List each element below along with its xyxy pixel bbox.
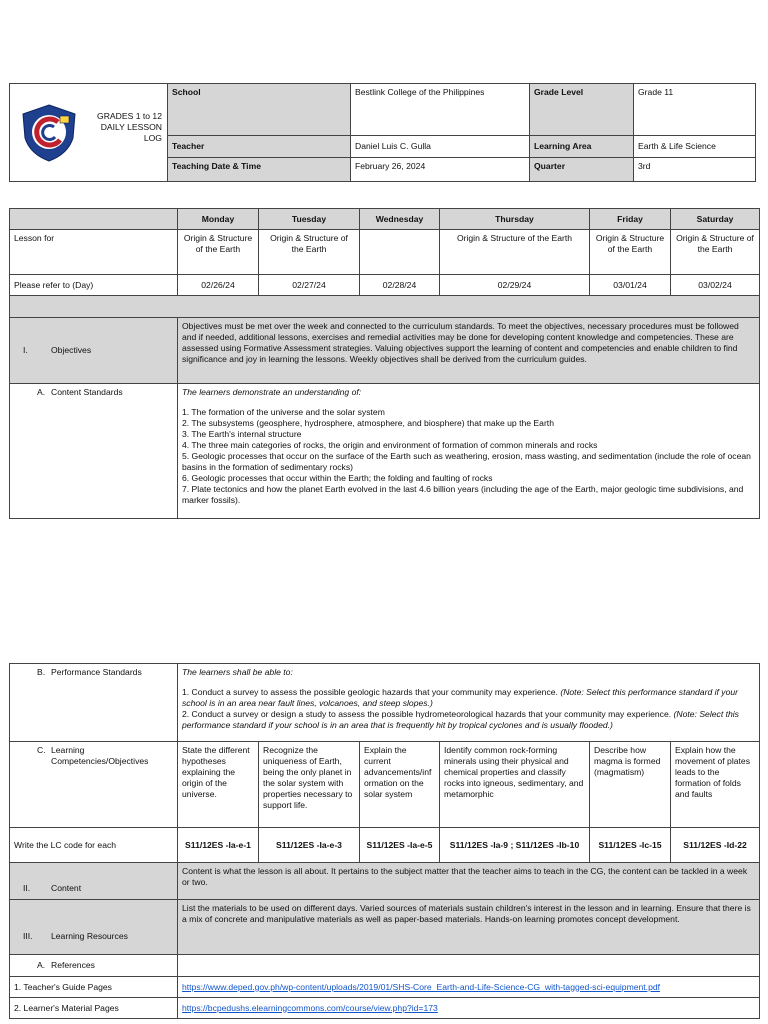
competency-friday: Describe how magma is formed (magmatism) <box>590 742 671 828</box>
learners-material-link[interactable]: https://bcpedushs.elearningcommons.com/course/view.php?id=173 <box>182 1002 438 1013</box>
content-label-cell <box>10 863 178 900</box>
content-number: II. <box>23 883 31 893</box>
content-standard-item: 3. The Earth's internal structure <box>182 429 302 439</box>
references-letter: A. <box>37 960 46 970</box>
logo-cell <box>10 84 168 182</box>
lesson-for-monday: Origin & Structure of the Earth <box>178 230 259 275</box>
lc-code-friday: S11/12ES -Ic-15 <box>590 828 671 863</box>
objectives-text: Objectives must be met over the week and connected to the curriculum standards. To meet the objectives, necessary procedures must be followed and if needed, additional lessons, exercises and remedial activities may be done for developing content knowledge and competencies. These are assessed using Formative Assessment strategies. Valuing objectives support the learning of content and competencies and enable children to find significance and joy in learning the lessons. Weekly objectives shall be derived from the curriculum guides. <box>178 318 760 384</box>
quarter-label: Quarter <box>530 158 634 182</box>
learning-resources-label-cell <box>10 900 178 955</box>
lc-code-tuesday: S11/12ES -Ia-e-3 <box>259 828 360 863</box>
teacher-label: Teacher <box>168 136 351 158</box>
content-standards-label-cell <box>10 384 178 519</box>
lesson-for-tuesday: Origin & Structure of the Earth <box>259 230 360 275</box>
content-standard-item: 1. The formation of the universe and the solar system <box>182 407 385 417</box>
teachers-guide-cell <box>178 977 760 998</box>
refer-day-thursday: 02/29/24 <box>440 275 590 296</box>
lesson-for-thursday: Origin & Structure of the Earth <box>440 230 590 275</box>
lesson-log-table-1 <box>9 208 760 519</box>
teachers-guide-link[interactable]: https://www.deped.gov.ph/wp-content/uploads/2019/01/SHS-Core_Earth-and-Life-Science-CG_with-tagged-sci-equipment.pdf <box>182 981 661 992</box>
performance-standard-item-1: 1. Conduct a survey to assess the possible geologic hazards that your community may experience. (Note: Select this performance standard if your school is in an area near fault lines, volcanoes, and steep slopes.) <box>182 687 739 708</box>
performance-standards-letter: B. <box>37 667 46 677</box>
day-header-wednesday: Wednesday <box>360 209 440 230</box>
learning-resources-label: Learning Resources <box>51 931 128 941</box>
lc-code-label: Write the LC code for each <box>10 828 178 863</box>
refer-day-saturday: 03/02/24 <box>671 275 760 296</box>
performance-standards-label: Performance Standards <box>51 667 142 677</box>
references-label: References <box>51 960 95 970</box>
grade-level-value: Grade 11 <box>634 84 756 136</box>
competency-saturday: Explain how the movement of plates leads to the formation of folds and faults <box>671 742 760 828</box>
content-standards-intro: The learners demonstrate an understanding of: <box>182 387 362 397</box>
performance-standards-label-cell <box>10 664 178 742</box>
competencies-label-cell <box>10 742 178 828</box>
school-value: Bestlink College of the Philippines <box>351 84 530 136</box>
objectives-label: Objectives <box>51 345 92 355</box>
competency-tuesday: Recognize the uniqueness of Earth, being the only planet in the solar system with properties necessary to support life. <box>259 742 360 828</box>
competency-thursday: Identify common rock-forming minerals using their physical and chemical properties and classify rocks into igneous, sedimentary, and metamorphic <box>440 742 590 828</box>
form-title-line2: DAILY LESSON LOG <box>100 122 162 144</box>
header-table <box>9 83 756 182</box>
day-header-monday: Monday <box>178 209 259 230</box>
grade-level-label: Grade Level <box>530 84 634 136</box>
content-standards-text <box>178 384 760 519</box>
competency-monday: State the different hypotheses explaining the origin of the universe. <box>178 742 259 828</box>
day-header-tuesday: Tuesday <box>259 209 360 230</box>
refer-day-friday: 03/01/24 <box>590 275 671 296</box>
competencies-letter: C. <box>37 745 46 755</box>
content-standards-label: Content Standards <box>51 387 123 397</box>
references-blank <box>178 955 760 977</box>
teaching-date-value: February 26, 2024 <box>351 158 530 182</box>
school-label: School <box>168 84 351 136</box>
content-text: Content is what the lesson is all about. It pertains to the subject matter that the teacher aims to teach in the CG, the content can be tackled in a week or two. <box>178 863 760 900</box>
refer-day-label: Please refer to (Day) <box>10 275 178 296</box>
performance-standards-intro: The learners shall be able to: <box>182 667 293 677</box>
lc-code-thursday: S11/12ES -Ia-9 ; S11/12ES -Ib-10 <box>440 828 590 863</box>
performance-standard-note-2: (Note: Select this performance standard if your school is in an area that is frequently hit by tropical cyclones and is usually flooded.) <box>182 709 739 730</box>
form-title-line1: GRADES 1 to 12 <box>97 111 162 121</box>
refer-day-tuesday: 02/27/24 <box>259 275 360 296</box>
learning-resources-text: List the materials to be used on different days. Varied sources of materials sustain children's interest in the lesson and in learning. Ensure that there is a mix of concrete and manipulative materials as well as paper-based materials. Hands-on learning promotes concept development. <box>178 900 760 955</box>
lc-code-saturday: S11/12ES -Id-22 <box>671 828 760 863</box>
content-standard-item: 4. The three main categories of rocks, the origin and environment of formation of common minerals and rocks <box>182 440 598 450</box>
teaching-date-label: Teaching Date & Time <box>168 158 351 182</box>
teachers-guide-label: 1. Teacher's Guide Pages <box>10 977 178 998</box>
content-standard-item: 2. The subsystems (geosphere, hydrosphere, atmosphere, and biosphere) that make up the Earth <box>182 418 554 428</box>
day-header-saturday: Saturday <box>671 209 760 230</box>
learning-area-label: Learning Area <box>530 136 634 158</box>
content-standards-letter: A. <box>37 387 46 397</box>
lesson-for-saturday: Origin & Structure of the Earth <box>671 230 760 275</box>
objectives-label-cell <box>10 318 178 384</box>
refer-day-monday: 02/26/24 <box>178 275 259 296</box>
content-standard-item: 7. Plate tectonics and how the planet Earth evolved in the last 4.6 billion years (including the age of the Earth, major geologic time subdivisions, and marker fossils). <box>182 484 744 505</box>
learning-area-value: Earth & Life Science <box>634 136 756 158</box>
refer-day-wednesday: 02/28/24 <box>360 275 440 296</box>
objectives-number: I. <box>23 345 28 355</box>
lc-code-monday: S11/12ES -Ia-e-1 <box>178 828 259 863</box>
competency-wednesday: Explain the current advancements/information on the solar system <box>360 742 440 828</box>
lesson-for-label: Lesson for <box>10 230 178 275</box>
lc-code-wednesday: S11/12ES -Ia-e-5 <box>360 828 440 863</box>
lesson-for-wednesday <box>360 230 440 275</box>
day-header-thursday: Thursday <box>440 209 590 230</box>
day-header-blank <box>10 209 178 230</box>
school-logo <box>18 102 80 164</box>
quarter-value: 3rd <box>634 158 756 182</box>
competencies-label-line1: Learning <box>51 745 85 755</box>
spacer-row <box>10 296 760 318</box>
lesson-for-friday: Origin & Structure of the Earth <box>590 230 671 275</box>
performance-standard-note-1: (Note: Select this performance standard if your school is in an area near fault lines, volcanoes, and steep slopes.) <box>182 687 739 708</box>
learners-material-label: 2. Learner's Material Pages <box>10 998 178 1019</box>
competencies-label-line2: Competencies/Objectives <box>51 756 149 766</box>
content-standard-item: 6. Geologic processes that occur within the Earth; the folding and faulting of rocks <box>182 473 493 483</box>
performance-standard-item-2: 2. Conduct a survey or design a study to assess the possible hydrometeorological hazards that your community may experience. (Note: Select this performance standard if your school is in an area that is frequently hit by tropical cyclones and is usually flooded.) <box>182 709 739 730</box>
content-label: Content <box>51 883 82 893</box>
learners-material-cell <box>178 998 760 1019</box>
day-header-friday: Friday <box>590 209 671 230</box>
lesson-log-table-2 <box>9 663 760 1019</box>
references-label-cell <box>10 955 178 977</box>
content-standard-item: 5. Geologic processes that occur on the surface of the Earth such as weathering, erosion, mass wasting, and sedimentation (include the role of ocean basins in the formation of sedimentary rocks) <box>182 451 751 472</box>
teacher-value: Daniel Luis C. Gulla <box>351 136 530 158</box>
performance-standards-text <box>178 664 760 742</box>
learning-resources-number: III. <box>23 931 33 941</box>
